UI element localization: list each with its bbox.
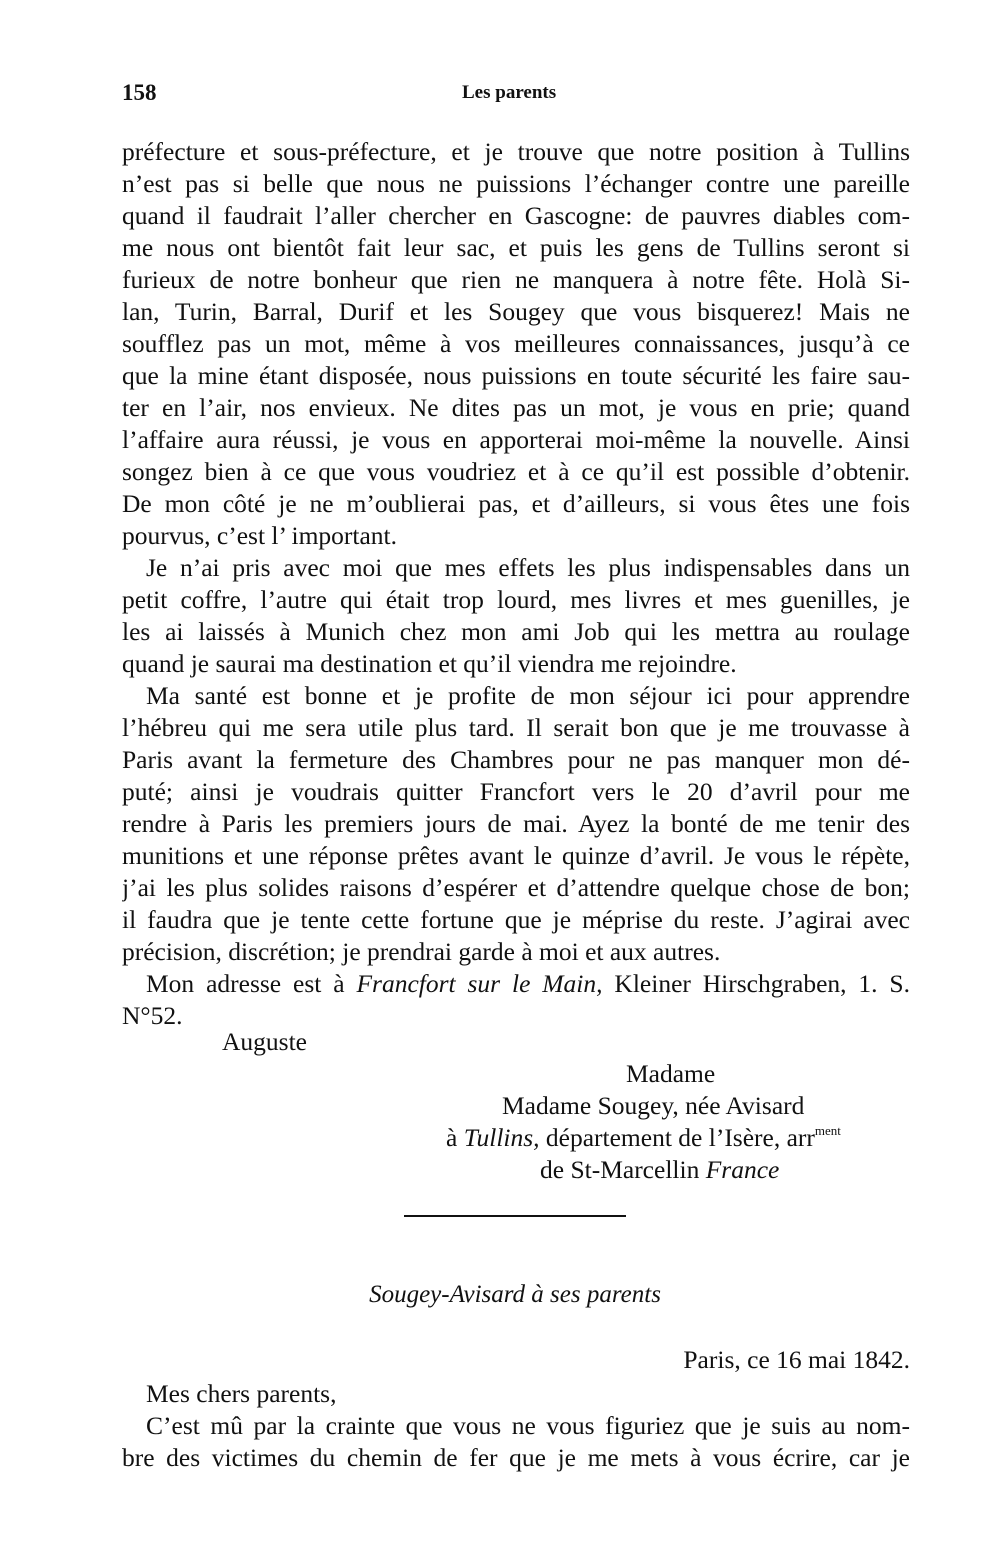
body-line: bre des victimes du chemin de fer que je me mets à vous écrire, car je [122, 1443, 910, 1472]
next-letter-body [122, 1378, 910, 1474]
dateline: Paris, ce 16 mai 1842. [683, 1345, 910, 1374]
envelope-line: Madame [626, 1059, 716, 1088]
section-divider [404, 1215, 626, 1217]
envelope-country: France [705, 1155, 780, 1184]
body-line: puté; ainsi je voudrais quitter Francfort vers le 20 d’avril pour me [122, 777, 910, 806]
body-line: ter en l’air, nos envieux. Ne dites pas un mot, je vous en prie; quand [122, 393, 910, 422]
envelope-address [420, 1058, 910, 1186]
body-line: petit coffre, l’autre qui était trop lourd, mes livres et mes guenilles, je [122, 585, 910, 614]
letter-title: Sougey-Avisard à ses parents [369, 1281, 661, 1308]
address-line [122, 968, 910, 1000]
body-line: furieux de notre bonheur que rien ne manquera à notre fête. Holà Si- [122, 265, 910, 294]
envelope-department: département de l’Isère, arr [539, 1123, 815, 1152]
body-line: quand il faudrait l’aller chercher en Gascogne: de pauvres diables com- [122, 201, 910, 230]
body-line: l’hébreu qui me sera utile plus tard. Il serait bon que je me trouvasse à [122, 713, 910, 742]
letter-body [122, 136, 910, 1032]
body-line: pourvus, c’est l’ important. [122, 521, 398, 550]
body-line: me nous ont bientôt fait leur sac, et puis les gens de Tullins seront si [122, 233, 910, 262]
body-line: j’ai les plus solides raisons d’espérer et d’attendre quelque chose de bon; [122, 873, 910, 902]
body-line: préfecture et sous-préfecture, et je trouve que notre position à Tullins [122, 137, 910, 166]
body-line: Ma santé est bonne et je profite de mon séjour ici pour apprendre [146, 681, 910, 710]
address-place: Francfort sur le Main, [356, 969, 603, 998]
envelope-line [420, 1122, 910, 1154]
address-suffix: Kleiner Hirschgraben, 1. S. [602, 969, 910, 998]
body-line: munitions et une réponse prêtes avant le quinze d’avril. Je vous le répète, [122, 841, 910, 870]
running-head [122, 80, 910, 110]
envelope-line [420, 1154, 910, 1186]
body-line: soufflez pas un mot, même à vos meilleures connaissances, jusqu’à ce [122, 329, 910, 358]
body-line: l’affaire aura réussi, je vous en apporterai moi-même la nouvelle. Ainsi [122, 425, 910, 454]
running-title: Les parents [462, 82, 557, 103]
address-number: N°52. [122, 1001, 183, 1030]
body-line: que la mine étant disposée, nous puissions en toute sécurité les faire sau- [122, 361, 910, 390]
address-prefix: Mon adresse est à [146, 969, 357, 998]
envelope-superscript: ment [814, 1123, 841, 1138]
body-line: précision, discrétion; je prendrai garde à moi et aux autres. [122, 937, 721, 966]
body-line: les ai laissés à Munich chez mon ami Job qui les mettra au roulage [122, 617, 910, 646]
signature: Auguste [222, 1027, 307, 1056]
body-line: n’est pas si belle que nous ne puissions l’échanger contre une pareille [122, 169, 910, 198]
body-line: songez bien à ce que vous voudriez et à ce qu’il est possible d’obtenir. [122, 457, 910, 486]
salutation: Mes chers parents, [146, 1379, 337, 1408]
body-line: Je n’ai pris avec moi que mes effets les plus indispensables dans un [146, 553, 910, 582]
body-line: lan, Turin, Barral, Durif et les Sougey que vous bisquerez! Mais ne [122, 297, 910, 326]
envelope-line: Madame Sougey, née Avisard [502, 1091, 805, 1120]
envelope-prefix: à [446, 1123, 464, 1152]
page-number: 158 [122, 80, 157, 105]
envelope-district: de St-Marcellin [540, 1155, 706, 1184]
envelope-town: Tullins, [463, 1123, 540, 1152]
body-line: quand je saurai ma destination et qu’il viendra me rejoindre. [122, 649, 737, 678]
body-line: De mon côté je ne m’oublierai pas, et d’ailleurs, si vous êtes une fois [122, 489, 910, 518]
body-line: rendre à Paris les premiers jours de mai. Ayez la bonté de me tenir des [122, 809, 910, 838]
body-line: Paris avant la fermeture des Chambres pour ne pas manquer mon dé- [122, 745, 910, 774]
body-line: il faudra que je tente cette fortune que je méprise du reste. J’agirai avec [122, 905, 910, 934]
body-line: C’est mû par la crainte que vous ne vous figuriez que je suis au nom- [146, 1411, 910, 1440]
